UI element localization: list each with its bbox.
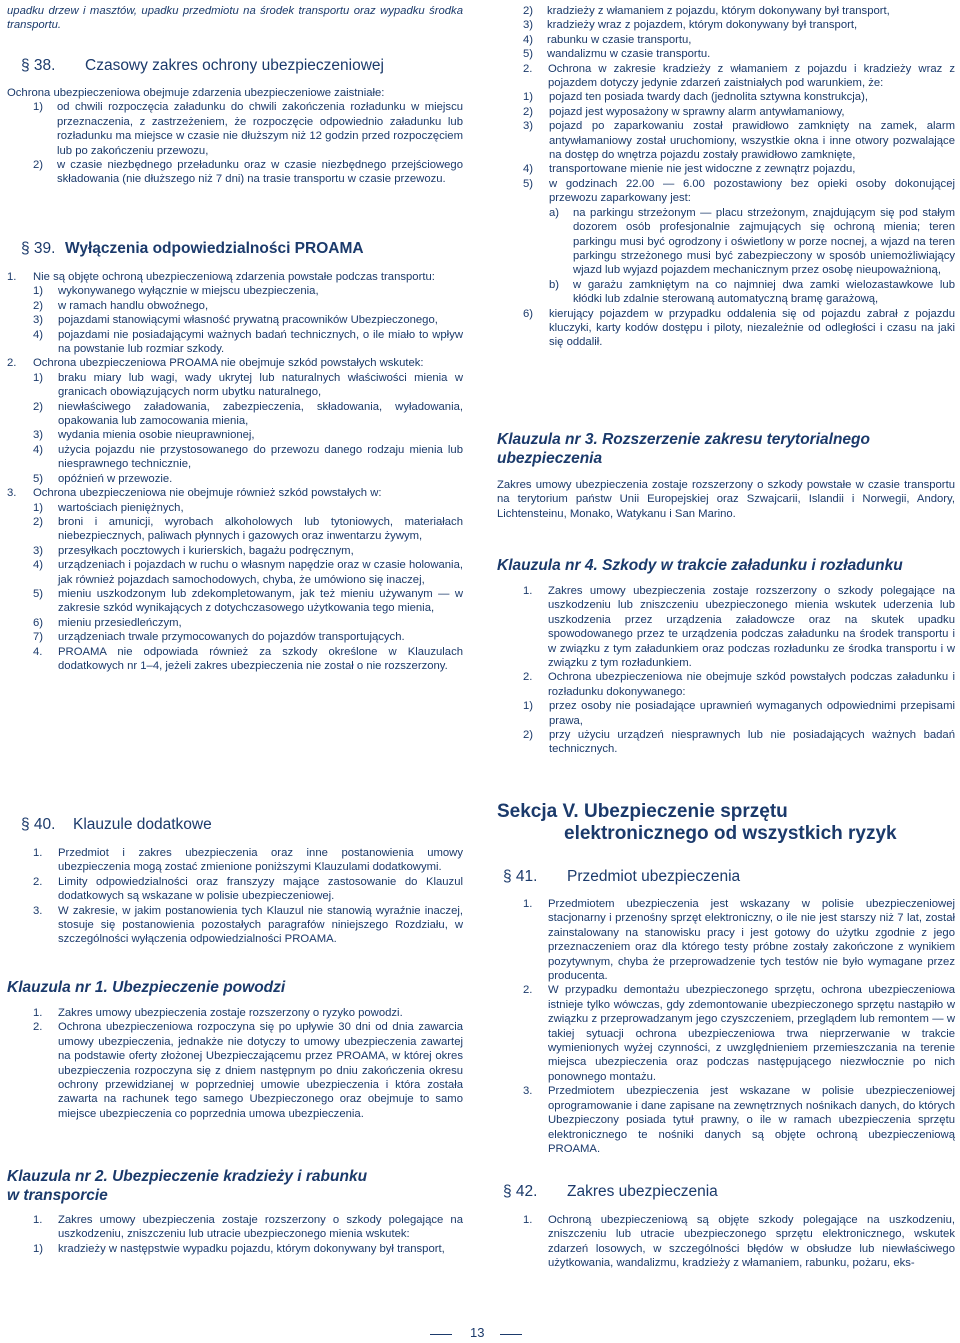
- section-39-number: § 39.: [21, 240, 56, 257]
- list-item: 2. Ochrona ubezpieczeniowa rozpoczyna się po upływie 30 dni od dnia zawarcia umowy ubezpieczenia, jednakże nie dotyczy to umowy ubezpieczenia zawartej na podstawie oferty złożonej Ubezpieczającemu przez PROAMA, w której okres ubezpieczenia rozpoczyna się z dniem następnym po dniu zakończenia okresu ochrony przewidzianej w poprzedniej umowie ubezpieczenia i która została zawarta na rachunek tego samego Ubezpieczonego oraz obejmuje to samo miejsce ubezpieczenia co poprzednia umowa ubezpieczenia.: [33, 1021, 463, 1120]
- list-item: 2) kradzieży z włamaniem z pojazdu, którym dokonywany był transport,: [523, 5, 890, 17]
- page-number: 13: [470, 1325, 485, 1340]
- list-item: 2. Ochrona ubezpieczeniowa nie obejmuje szkód powstałych podczas załadunku i rozładunku dokonywanego:: [523, 671, 955, 698]
- klauzula-1-body: [7, 1006, 463, 1121]
- section-39-heading: [21, 239, 461, 259]
- section-42-body: [497, 1213, 955, 1271]
- list-item: 1) pojazd ten posiada twardy dach (jednolita sztywna konstrukcja),: [523, 91, 868, 104]
- list-item: 1. Zakres umowy ubezpieczenia zostaje rozszerzony o ryzyko powodzi.: [33, 1007, 403, 1019]
- list-item: 2. W przypadku demontażu ubezpieczonego sprzętu, ochrona ubezpieczeniowa istnieje tylko wówczas, gdy zdemontowanie ubezpieczonego sprzętu nastąpiło w związku z przeprowadzanym jego czyszczeniem, przeglądem lub remontem — w takiej sytuacji ochrona ubezpieczeniowa trwa nieprzerwanie w trakcie wymienionych wyżej czynności, z uwzględnieniem przemieszczania na terenie miejsca ubezpieczenia oraz podczas następującego niezwłocznie po nich ponownego montażu.: [523, 984, 955, 1083]
- list-item: 2) przy użyciu urządzeń niesprawnych lub nie posiadających ważnych badań technicznych.: [523, 729, 955, 756]
- list-item: 1) kradzieży w następstwie wypadku pojazdu, którym dokonywany był transport,: [33, 1242, 445, 1255]
- list-item: 2) niewłaściwego załadowania, zabezpieczenia, składowania, wyładowania, opakowania lub zamocowania mienia,: [33, 400, 463, 428]
- list-item: 1) od chwili rozpoczęcia załadunku do chwili zakończenia rozładunku w miejscu przeznaczenia, z zastrzeżeniem, że rozpoczęcie odpowiednio załadunku lub rozładunku ma miejsce w czasie nie dłuższym niż 12 godzin przed rozpoczęciem lub po zakończeniu przewozu,: [33, 101, 463, 157]
- list-item: 5) w godzinach 22.00 — 6.00 pozostawiony bez opieki osoby dokonującej przewozu zaparkowany jest:: [523, 177, 955, 205]
- list-item: 4. PROAMA nie odpowiada również za szkody określone w Klauzulach dodatkowych nr 1–4, jeżeli zakres ubezpieczenia nie został o nie rozszerzony.: [33, 645, 463, 672]
- list-item: 2. Limity odpowiedzialności oraz franszyzy mające zastosowanie do Klauzul dodatkowych są wskazane w polisie ubezpieczeniowej.: [33, 875, 463, 903]
- list-item: 1. Zakres umowy ubezpieczenia zostaje rozszerzony o szkody polegające na uszkodzeniu lub zniszczeniu ubezpieczonego mienia wskutek uderzenia lub uszkodzenia przez urządzenia załadowcze oraz na skutek upadku spowodowanego przez te urządzenia podczas załadunku na środek transportu i w związku z tym załadunkiem oraz podczas rozładunku ze środka transportu i w związku z tym rozładunkiem.: [523, 585, 955, 670]
- list-item: 3) pojazdami stanowiącymi własność prywatną pracowników Ubezpieczonego,: [33, 314, 438, 327]
- list-item: 3) przesyłkach pocztowych i kurierskich, bagażu podręcznym,: [33, 544, 354, 557]
- section-39-body: [7, 270, 463, 673]
- list-item: 1) braku miary lub wagi, wady ukrytej lub naturalnych właściwości mienia w granicach obowiązujących norm ubytku naturalnego,: [33, 371, 463, 399]
- list-item: 3) kradzieży wraz z pojazdem, którym dokonywany był transport,: [523, 19, 858, 32]
- klauzula-3-text: Zakres umowy ubezpieczenia zostaje rozszerzony o szkody powstałe w czasie transportu na terytorium państw Unii Europejskiej oraz Szwajcarii, Islandii i Norwegii, Andory, Lichtensteinu, Monako, Watykanu i San Marino.: [497, 479, 955, 520]
- list-item: 3. Ochrona ubezpieczeniowa nie obejmuje również szkód powstałych w:: [7, 487, 382, 500]
- list-item: 2) w ramach handlu obwoźnego,: [33, 299, 209, 312]
- list-item: 1. Przedmiot i zakres ubezpieczenia oraz inne postanowienia umowy ubezpieczenia mogą zostać zmienione poniższymi Klauzulami dodatkowymi.: [33, 847, 463, 874]
- list-item: a) na parkingu strzeżonym — placu strzeżonym, znajdującym się pod stałym dozorem osób profesjonalnie zajmujących się ochroną mienia; teren parkingu musi być ogrodzony i oświetlony w porze nocnej, a wjazd na teren parkingu strzeżonego musi być zabezpieczony w sposób uniemożliwiający wjazd lub wyjazd pojazdem mechanicznym przez osobę nieupoważnioną,: [549, 206, 955, 277]
- list-item: 3. W zakresie, w jakim postanowienia tych Klauzul nie stanowią wyraźnie inaczej, stosuje się postanowienia pozostałych paragrafów niniejszego Rozdziału, w szczególności wyłączenia odpowiedzialności PROAMA.: [33, 904, 463, 946]
- list-item: 4) pojazdami nie posiadającymi ważnych badań technicznych, o ile miało to wpływ na powstanie lub rozmiar szkody.: [33, 328, 463, 356]
- section-39-title: Wyłączenia odpowiedzialności PROAMA: [65, 240, 364, 257]
- list-item: b) w garażu zamkniętym na co najmniej dwa zamki wielozastawkowe lub kłódki lub zdalnie sterowaną automatyczną bramę garażową,: [549, 278, 955, 306]
- klauzula-1-title: Klauzula nr 1. Ubezpieczenie powodzi: [7, 979, 286, 996]
- list-item: 2) w czasie niezbędnego przeładunku oraz w czasie niezbędnego przejściowego składowania (nie dłuższego niż 7 dni) na trasie transportu w czasie przewozu.: [33, 159, 463, 186]
- right-top-list: [497, 4, 955, 350]
- footer-rule-left: [430, 1334, 452, 1335]
- list-item: 5) mieniu uszkodzonym lub zdekompletowanym, jak też mieniu używanym — w zakresie szkód wynikających z dotychczasowego użytkowania tego mienia,: [33, 587, 463, 615]
- section-40-title: Klauzule dodatkowe: [73, 816, 212, 833]
- list-item: 4) użycia pojazdu nie przystosowanego do przewozu danego rodzaju mienia lub niesprawnego technicznie,: [33, 443, 463, 471]
- list-item: 4) rabunku w czasie transportu,: [523, 33, 692, 46]
- list-item: 3) pojazd po zaparkowaniu został prawidłowo zamknięty na zamek, alarm antywłamaniowy został uruchomiony, wszystkie okna i inne otwory pozwalające na dostęp do wnętrza pojazdu zostały prawidłowo zamknięte,: [523, 120, 955, 162]
- list-item: 1) przez osoby nie posiadające uprawnień wymaganych odpowiednimi przepisami prawa,: [523, 700, 955, 727]
- list-item: 6) kierujący pojazdem w przypadku oddalenia się od pojazdu zabrał z pojazdu kluczyki, karty kodów dostępu i piloty, niezależnie od odległości i czasu na jaki się oddalił.: [523, 307, 955, 349]
- footer-rule-right: [500, 1334, 522, 1335]
- section-42-number: § 42.: [503, 1183, 538, 1200]
- section-41-title: Przedmiot ubezpieczenia: [567, 868, 741, 885]
- section-38-body: [7, 86, 463, 187]
- list-item: 7) urządzeniach trwale przymocowanych do pojazdów transportujących.: [33, 631, 405, 644]
- list-item: 4) transportowane mienie nie jest widoczne z zewnątrz pojazdu,: [523, 163, 856, 176]
- klauzula-3-title: Klauzula nr 3. Rozszerzenie zakresu terytorialnego ubezpieczenia: [497, 431, 870, 467]
- section-42-title: Zakres ubezpieczenia: [567, 1183, 718, 1200]
- list-item: 1) wartościach pieniężnych,: [33, 501, 184, 514]
- list-item: 1. Nie są objęte ochroną ubezpieczeniową zdarzenia powstałe podczas transportu:: [7, 271, 435, 283]
- section-41-body: [497, 897, 955, 1156]
- klauzula-2-body: [7, 1213, 463, 1256]
- section-40-heading: [21, 815, 461, 835]
- list-item: 3) wydania mienia osobie nieuprawnionej,: [33, 429, 255, 442]
- list-item: 2) pojazd jest wyposażony w sprawny alarm antywłamaniowy,: [523, 105, 845, 118]
- section-40-number: § 40.: [21, 816, 56, 833]
- list-item: 2. Ochrona w zakresie kradzieży z włamaniem z pojazdu i kradzieży wraz z pojazdem dotyczy jedynie zdarzeń zaistniałych pod warunkiem, że:: [523, 62, 955, 90]
- list-item: 5) wandalizmu w czasie transportu.: [523, 48, 711, 61]
- section-41-heading: [503, 867, 953, 887]
- section-41-number: § 41.: [503, 868, 538, 885]
- list-item: 5) opóźnień w przewozie.: [33, 472, 173, 485]
- intro-text: upadku drzew i masztów, upadku przedmiotu na środek transportu oraz wypadku środka transportu.: [7, 5, 463, 32]
- section-38-number: § 38.: [21, 57, 56, 74]
- list-item: 1. Zakres umowy ubezpieczenia zostaje rozszerzony o szkody polegające na uszkodzeniu, zniszczeniu lub utracie ubezpieczonego mienia wskutek:: [33, 1214, 463, 1241]
- list-item: 6) mieniu przesiedleńczym,: [33, 616, 182, 629]
- section-38-title: Czasowy zakres ochrony ubezpieczeniowej: [85, 57, 384, 74]
- klauzula-2-title: Klauzula nr 2. Ubezpieczenie kradzieży i rabunku w transporcie: [7, 1168, 368, 1204]
- list-item: 1) wykonywanego wyłącznie w miejscu ubezpieczenia,: [33, 285, 319, 298]
- list-item: 2. Ochrona ubezpieczeniowa PROAMA nie obejmuje szkód powstałych wskutek:: [7, 357, 424, 370]
- klauzula-4-body: [497, 584, 955, 757]
- list-item: 1. Ochroną ubezpieczeniową są objęte szkody polegające na uszkodzeniu, zniszczeniu lub utracie ubezpieczonego sprzętu elektronicznego, wskutek zdarzeń losowych, w szczególności błędów w obsłudze lub niewłaściwego użytkowania, wandalizmu, kradzieży z włamaniem, rabunku, pożaru, eks-: [523, 1214, 955, 1270]
- list-item: 3. Przedmiotem ubezpieczenia jest wskazane w polisie ubezpieczeniowej oprogramowanie i dane zapisane na zewnętrznych nośnikach danych, do których Ubezpieczony posiada tytuł prawny, o ile w ramach ubezpieczenia sprzętu elektronicznego te nośniki danych są objęte ochroną ubezpieczeniową PROAMA.: [523, 1085, 955, 1155]
- list-item: 4) urządzeniach i pojazdach w ruchu o własnym napędzie oraz w czasie holowania, jak również pojazdach samochodowych, chyba, że umówiono się inaczej,: [33, 559, 463, 586]
- list-item: 2) broni i amunicji, wyrobach alkoholowych lub tytoniowych, materiałach niebezpiecznych, paliwach płynnych i gazowych oraz inwentarzu żywym,: [33, 515, 463, 543]
- section-38-lead: Ochrona ubezpieczeniowa obejmuje zdarzenia ubezpieczeniowe zaistniałe:: [7, 87, 385, 99]
- section-40-body: [7, 846, 463, 947]
- section-v-heading: Sekcja V. Ubezpieczenie sprzętu elektronicznego od wszystkich ryzyk: [497, 801, 897, 844]
- klauzula-4-title: Klauzula nr 4. Szkody w trakcie załadunku i rozładunku: [497, 557, 903, 574]
- list-item: 1. Przedmiotem ubezpieczenia jest wskazany w polisie ubezpieczeniowej stacjonarny i przenośny sprzęt elektroniczny, o ile nie jest starszy niż 7 lat, został zainstalowany na stanowisku pracy i jest gotowy do użytku zgodnie z jego przeznaczeniem oraz dla którego testy próbne zostały zakończone z wynikiem pozytywnym, chyba że przeprowadzenie tych testów nie było wymagane przez producenta.: [523, 898, 955, 983]
- section-42-heading: [503, 1182, 953, 1202]
- page-footer: [430, 1325, 530, 1343]
- section-38-heading: [21, 56, 461, 76]
